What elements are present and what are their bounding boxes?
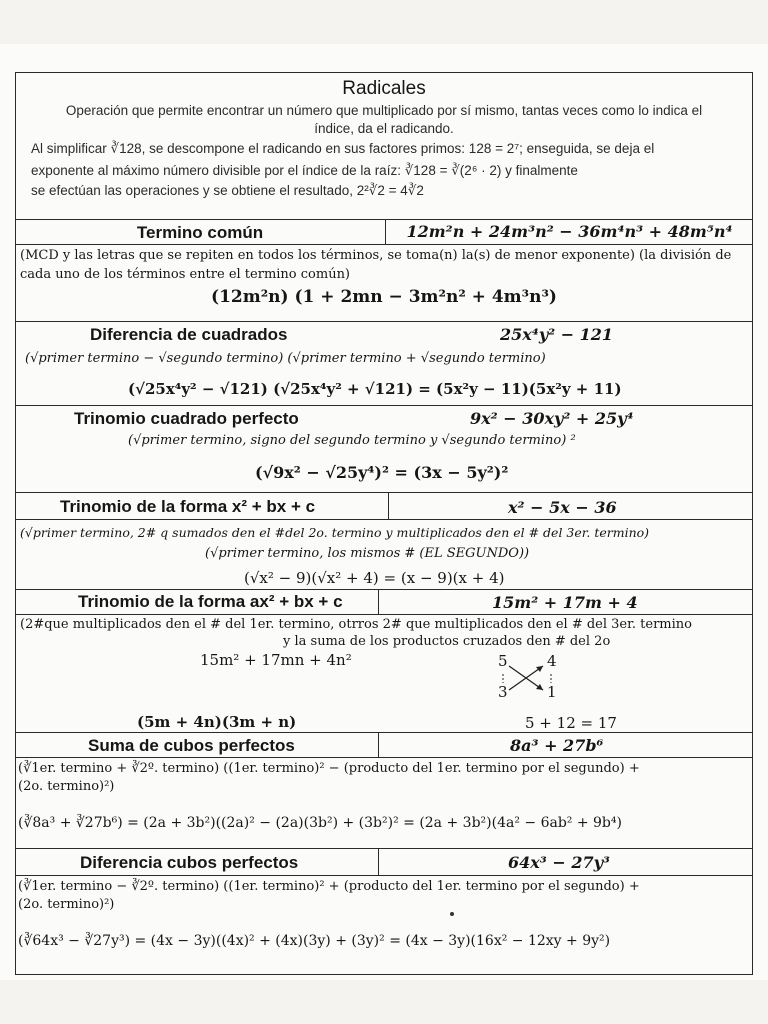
intro-line-5: se efectúan las operaciones y se obtiene el resultado, 2²∛2 = 4∛2 — [31, 183, 424, 198]
intro-line-4: exponente al máximo número divisible por el índice de la raíz: ∛128 = ∛(2⁶ · 2) y finalmente — [31, 163, 578, 178]
suma-cubos-result: (∛8a³ + ∛27b⁶) = (2a + 3b²)((2a)² − (2a)(3b²) + (3b²)² = (2a + 3b²)(4a² − 6ab² + 9b⁴) — [18, 815, 622, 831]
row-divider — [15, 614, 753, 615]
trinomio-forma2-expression: 15m² + 17m + 4 — [492, 593, 638, 612]
diferencia-cuadrados-heading: Diferencia de cuadrados — [90, 325, 288, 344]
column-divider — [378, 732, 379, 757]
diferencia-cubos-heading: Diferencia cubos perfectos — [80, 853, 299, 872]
formula-sheet — [15, 72, 753, 975]
termino-comun-expression: 12m²n + 24m³n² − 36m⁴n³ + 48m⁵n⁴ — [406, 222, 733, 241]
diferencia-cubos-result: (∛64x³ − ∛27y³) = (4x − 3y)((4x)² + (4x)(3y) + (3y)² = (4x − 3y)(16x² − 12xy + 9y²) — [18, 933, 611, 949]
suma-cubos-expression: 8a³ + 27b⁶ — [510, 736, 604, 755]
row-divider — [15, 875, 753, 876]
diferencia-cuadrados-expression: 25x⁴y² − 121 — [500, 325, 614, 344]
trinomio-cuadrado-result: (√9x² − √25y⁴)² = (3x − 5y²)² — [255, 463, 509, 482]
trinomio-cuadrado-expression: 9x² − 30xy² + 25y⁴ — [470, 409, 634, 428]
trinomio-forma1-rule-2: (√primer termino, los mismos # (EL SEGUNDO)) — [205, 546, 530, 561]
row-divider — [15, 405, 753, 406]
trinomio-forma2-result: (5m + 4n)(3m + n) — [137, 713, 297, 731]
row-divider — [15, 219, 753, 220]
trinomio-forma1-expression: x² − 5x − 36 — [508, 498, 617, 517]
intro-line-2: índice, da el radicando. — [314, 121, 454, 136]
termino-comun-heading: Termino común — [136, 223, 264, 242]
cross-factor-top-right: 4 — [547, 652, 557, 670]
diferencia-cuadrados-result: (√25x⁴y² − √121) (√25x⁴y² + √121) = (5x²y − 11)(5x²y + 11) — [128, 380, 622, 398]
termino-comun-desc-1: (MCD y las letras que se repiten en todos los términos, se toma(n) la(s) de menor exponente) (la división de — [20, 248, 732, 263]
trinomio-forma2-example: 15m² + 17mn + 4n² — [200, 651, 352, 669]
intro-line-1: Operación que permite encontrar un número que multiplicado por sí mismo, tantas veces como lo indica el — [65, 103, 703, 118]
cross-factor-bottom-right: 1 — [547, 683, 557, 701]
suma-cubos-rule-1: (∛1er. termino + ∛2º. termino) ((1er. termino)² − (producto del 1er. termino por el segundo) + — [18, 761, 640, 776]
intro-line-3: Al simplificar ∛128, se descompone el radicando en sus factores primos: 128 = 2⁷; enseguida, se deja el — [31, 141, 655, 156]
diferencia-cuadrados-rule: (√primer termino − √segundo termino) (√primer termino + √segundo termino) — [25, 351, 546, 366]
suma-cubos-heading: Suma de cubos perfectos — [88, 736, 295, 755]
column-divider — [378, 589, 379, 614]
row-divider — [15, 757, 753, 758]
column-divider — [378, 848, 379, 875]
termino-comun-result: (12m²n) (1 + 2mn − 3m²n² + 4m³n³) — [211, 287, 557, 307]
trinomio-forma2-heading: Trinomio de la forma ax² + bx + c — [78, 592, 343, 611]
row-divider — [15, 321, 753, 322]
trinomio-cuadrado-rule: (√primer termino, signo del segundo termino y √segundo termino) ² — [128, 433, 576, 448]
trinomio-cuadrado-heading: Trinomio cuadrado perfecto — [74, 409, 299, 428]
column-divider — [388, 492, 389, 519]
trinomio-forma2-check: 5 + 12 = 17 — [525, 714, 617, 732]
cross-factor-top-left: 5 — [498, 652, 508, 670]
termino-comun-desc-2: cada uno de los términos entre el termino común) — [20, 267, 351, 282]
ink-speck — [450, 912, 454, 916]
row-divider — [15, 244, 753, 245]
cross-factor-bottom-left: 3 — [498, 683, 508, 701]
cross-multiplication-arrows-icon — [495, 655, 565, 700]
row-divider — [15, 589, 753, 590]
suma-cubos-rule-2: (2o. termino)²) — [18, 779, 115, 794]
trinomio-forma1-result: (√x² − 9)(√x² + 4) = (x − 9)(x + 4) — [244, 569, 505, 587]
row-divider — [15, 519, 753, 520]
trinomio-forma1-rule-1: (√primer termino, 2# q sumados den el #del 2o. termino y multiplicados den el # del 3er. termino) — [20, 525, 650, 540]
trinomio-forma2-rule-2: y la suma de los productos cruzados den # del 2o — [283, 634, 611, 649]
trinomio-forma2-rule-1: (2#que multiplicados den el # del 1er. termino, otrros 2# que multiplicados den el # del 3er. termino — [20, 617, 692, 632]
row-divider — [15, 732, 753, 733]
diferencia-cubos-rule-2: (2o. termino)²) — [18, 897, 115, 912]
page-title: Radicales — [342, 78, 426, 99]
trinomio-forma1-heading: Trinomio de la forma x² + bx + c — [60, 497, 316, 516]
diferencia-cubos-expression: 64x³ − 27y³ — [508, 853, 610, 872]
diferencia-cubos-rule-1: (∛1er. termino − ∛2º. termino) ((1er. termino)² + (producto del 1er. termino por el segundo) + — [18, 879, 640, 894]
row-divider — [15, 848, 753, 849]
row-divider — [15, 492, 753, 493]
